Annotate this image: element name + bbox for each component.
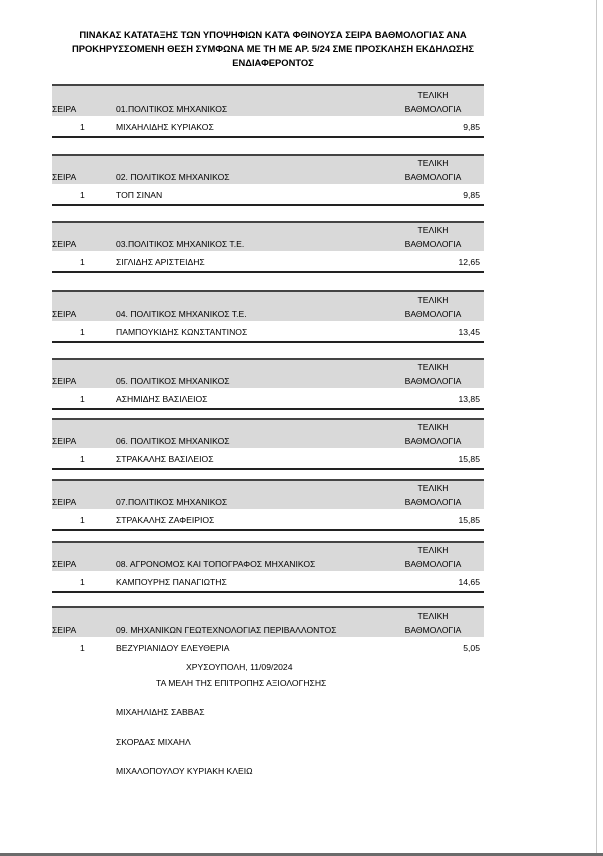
title-line: ΠΙΝΑΚΑΣ ΚΑΤΑΤΑΞΗΣ ΤΩΝ ΥΠΟΨΗΦΙΩΝ ΚΑΤΆ ΦΘΙΝΟΥΣΑ ΣΕΙΡΑ ΒΑΘΜΟΛΟΓΙΑΣ ΑΝΑ: [79, 29, 467, 40]
grade-header-line: ΤΕΛΙΚΗ: [417, 611, 449, 621]
committee-member: ΜΙΧΑΛΟΠΟΥΛΟΥ ΚΥΡΙΑΚΗ ΚΛΕΙΩ: [116, 766, 253, 776]
title-line: ΠΡΟΚΗΡΥΣΣΟΜΕΝΗ ΘΕΣΗ ΣΥΜΦΩΝΑ ΜΕ ΤΗ ΜΕ ΑΡ. 5/24 ΣΜΕ ΠΡΟΣΚΛΗΣΗ ΕΚΔΗΛΩΣΗΣ: [71, 43, 475, 54]
candidate-row: [52, 321, 484, 343]
candidate-name: ΒΕΖΥΡΙΑΝΙΔΟΥ ΕΛΕΥΘΕΡΙΑ: [116, 643, 230, 653]
final-grade-header: [398, 609, 468, 637]
seira-label: ΣΕΙΡΑ: [52, 497, 77, 507]
grade-header-line: ΒΑΘΜΟΛΟΓΙΑ: [404, 239, 462, 249]
rank-number: 1: [80, 190, 85, 200]
specialty-label: 06. ΠΟΛΙΤΙΚΟΣ ΜΗΧΑΝΙΚΟΣ: [116, 436, 230, 446]
grade-header-line: ΒΑΘΜΟΛΟΓΙΑ: [404, 497, 462, 507]
candidate-name: ΑΣΗΜΙΔΗΣ ΒΑΣΙΛΕΙΟΣ: [116, 394, 208, 404]
section-header: [52, 418, 484, 448]
seira-label: ΣΕΙΡΑ: [52, 309, 77, 319]
final-grade-header: [398, 360, 468, 388]
final-grade-header: [398, 420, 468, 448]
grade-header-line: ΒΑΘΜΟΛΟΓΙΑ: [404, 559, 462, 569]
candidate-row: [52, 509, 484, 531]
final-grade-header: [398, 481, 468, 509]
final-grade-header: [398, 223, 468, 251]
grade-header-line: ΤΕΛΙΚΗ: [417, 545, 449, 555]
place-date: ΧΡΥΣΟΥΠΟΛΗ, 11/09/2024: [186, 662, 293, 672]
specialty-label: 07.ΠΟΛΙΤΙΚΟΣ ΜΗΧΑΝΙΚΟΣ: [116, 497, 228, 507]
section-header: [52, 541, 484, 571]
grade-header-line: ΒΑΘΜΟΛΟΓΙΑ: [404, 309, 462, 319]
candidate-score: 5,05: [463, 643, 480, 653]
seira-label: ΣΕΙΡΑ: [52, 239, 77, 249]
ranking-section: [52, 541, 484, 593]
seira-label: ΣΕΙΡΑ: [52, 104, 77, 114]
grade-header-line: ΒΑΘΜΟΛΟΓΙΑ: [404, 625, 462, 635]
ranking-section: [52, 154, 484, 206]
rank-number: 1: [80, 577, 85, 587]
rank-number: 1: [80, 515, 85, 525]
candidate-row: [52, 116, 484, 138]
document-title: [40, 28, 506, 70]
grade-header-line: ΤΕΛΙΚΗ: [417, 225, 449, 235]
section-header: [52, 290, 484, 321]
grade-header-line: ΒΑΘΜΟΛΟΓΙΑ: [404, 104, 462, 114]
grade-header-line: ΒΑΘΜΟΛΟΓΙΑ: [404, 376, 462, 386]
final-grade-header: [398, 156, 468, 184]
candidate-name: ΤΟΠ ΣΙΝΑΝ: [116, 190, 163, 200]
specialty-label: 02. ΠΟΛΙΤΙΚΟΣ ΜΗΧΑΝΙΚΟΣ: [116, 172, 230, 182]
candidate-score: 15,85: [458, 454, 480, 464]
candidate-score: 13,85: [458, 394, 480, 404]
specialty-label: 05. ΠΟΛΙΤΙΚΟΣ ΜΗΧΑΝΙΚΟΣ: [116, 376, 230, 386]
candidate-score: 12,65: [458, 257, 480, 267]
candidate-score: 15,85: [458, 515, 480, 525]
candidate-score: 9,85: [463, 190, 480, 200]
committee-member: ΜΙΧΑΗΛΙΔΗΣ ΣΑΒΒΑΣ: [116, 707, 205, 717]
ranking-section: [52, 290, 484, 343]
seira-label: ΣΕΙΡΑ: [52, 376, 77, 386]
specialty-label: 08. ΑΓΡΟΝΟΜΟΣ ΚΑΙ ΤΟΠΟΓΡΑΦΟΣ ΜΗΧΑΝΙΚΟΣ: [116, 559, 316, 569]
grade-header-line: ΤΕΛΙΚΗ: [417, 362, 449, 372]
seira-label: ΣΕΙΡΑ: [52, 172, 77, 182]
candidate-row: [52, 251, 484, 273]
seira-label: ΣΕΙΡΑ: [52, 559, 77, 569]
rank-number: 1: [80, 122, 85, 132]
ranking-section: [52, 606, 484, 657]
section-header: [52, 154, 484, 184]
candidate-score: 13,45: [458, 327, 480, 337]
ranking-section: [52, 418, 484, 470]
section-header: [52, 84, 484, 116]
candidate-name: ΚΑΜΠΟΥΡΗΣ ΠΑΝΑΓΙΩΤΗΣ: [116, 577, 227, 587]
candidate-row: [52, 448, 484, 470]
final-grade-header: [398, 543, 468, 571]
seira-label: ΣΕΙΡΑ: [52, 436, 77, 446]
specialty-label: 03.ΠΟΛΙΤΙΚΟΣ ΜΗΧΑΝΙΚΟΣ Τ.Ε.: [116, 239, 245, 249]
ranking-section: [52, 84, 484, 138]
grade-header-line: ΤΕΛΙΚΗ: [417, 158, 449, 168]
candidate-score: 14,65: [458, 577, 480, 587]
grade-header-line: ΤΕΛΙΚΗ: [417, 422, 449, 432]
candidate-row: [52, 184, 484, 206]
candidate-row: [52, 637, 484, 657]
candidate-score: 9,85: [463, 122, 480, 132]
ranking-section: [52, 358, 484, 410]
rank-number: 1: [80, 394, 85, 404]
candidate-row: [52, 571, 484, 593]
specialty-label: 01.ΠΟΛΙΤΙΚΟΣ ΜΗΧΑΝΙΚΟΣ: [116, 104, 228, 114]
candidate-name: ΣΤΡΑΚΑΛΗΣ ΒΑΣΙΛΕΙΟΣ: [116, 454, 214, 464]
final-grade-header: [398, 293, 468, 321]
title-line: ΕΝΔΙΑΦΕΡΟΝΤΟΣ: [232, 57, 314, 68]
grade-header-line: ΒΑΘΜΟΛΟΓΙΑ: [404, 436, 462, 446]
specialty-label: 04. ΠΟΛΙΤΙΚΟΣ ΜΗΧΑΝΙΚΟΣ Τ.Ε.: [116, 309, 247, 319]
section-header: [52, 358, 484, 388]
page-edge-right: [596, 0, 597, 856]
candidate-row: [52, 388, 484, 410]
rank-number: 1: [80, 257, 85, 267]
candidate-name: ΠΑΜΠΟΥΚΙΔΗΣ ΚΩΝΣΤΑΝΤΙΝΟΣ: [116, 327, 248, 337]
seira-label: ΣΕΙΡΑ: [52, 625, 77, 635]
specialty-label: 09. ΜΗΧΑΝΙΚΩΝ ΓΕΩΤΕΧΝΟΛΟΓΙΑΣ ΠΕΡΙΒΑΛΛΟΝΤΟΣ: [116, 625, 337, 635]
section-header: [52, 221, 484, 251]
candidate-name: ΣΤΡΑΚΑΛΗΣ ΖΑΦΕΙΡΙΟΣ: [116, 515, 215, 525]
rank-number: 1: [80, 643, 85, 653]
candidate-name: ΜΙΧΑΗΛΙΔΗΣ ΚΥΡΙΑΚΟΣ: [116, 122, 214, 132]
rank-number: 1: [80, 454, 85, 464]
section-header: [52, 479, 484, 509]
candidate-name: ΣΙΓΛΙΔΗΣ ΑΡΙΣΤΕΙΔΗΣ: [116, 257, 205, 267]
grade-header-line: ΤΕΛΙΚΗ: [417, 295, 449, 305]
grade-header-line: ΤΕΛΙΚΗ: [417, 483, 449, 493]
committee-member: ΣΚΟΡΔΑΣ ΜΙΧΑΗΛ: [116, 737, 191, 747]
section-header: [52, 606, 484, 637]
rank-number: 1: [80, 327, 85, 337]
ranking-section: [52, 221, 484, 273]
committee-heading: ΤΑ ΜΕΛΗ ΤΗΣ ΕΠΙΤΡΟΠΗΣ ΑΞΙΟΛΟΓΗΣΗΣ: [156, 678, 327, 688]
grade-header-line: ΒΑΘΜΟΛΟΓΙΑ: [404, 172, 462, 182]
final-grade-header: [398, 88, 468, 116]
ranking-section: [52, 479, 484, 531]
grade-header-line: ΤΕΛΙΚΗ: [417, 90, 449, 100]
